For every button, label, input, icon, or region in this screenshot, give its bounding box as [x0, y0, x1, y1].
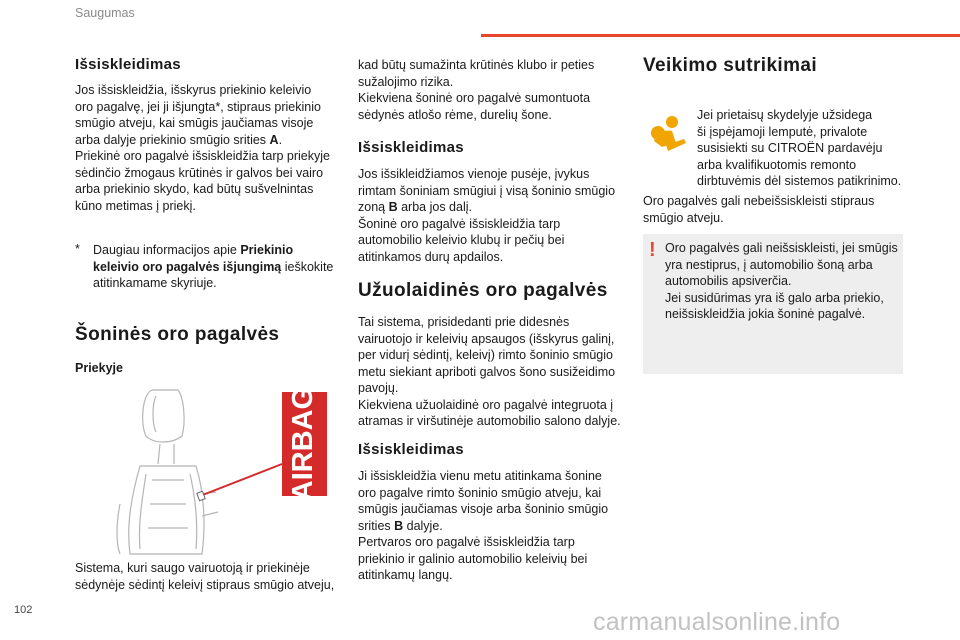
text-run: dalyje. Pertvaros oro pagalvė išsiskleidžia tarp priekinio ir galinio automobilio keleivių bei atitinkamų langų. [358, 518, 588, 582]
side-airbag-intro: Sistema, kuri saugo vairuotoją ir priekinėje sėdynėje sėdintį keleivį stipraus smūgio atveju, [75, 561, 335, 592]
zone-letter-a: A [269, 132, 279, 147]
section-title: Saugumas [75, 6, 135, 20]
text-run: Jos išsiskleidžia, išskyrus priekinio keleivio oro pagalvę, jei ji išjungta*, stipraus priekinio smūgio atveju, kai smūgis jaučiamas visoje arba dalyje priekinio smūgio srities [75, 83, 321, 147]
deployment-heading-front: Išsiskleidimas [75, 56, 181, 73]
curtain-deployment-text [358, 468, 628, 584]
page-number: 102 [14, 604, 33, 616]
text-run: Daugiau informacijos apie [93, 243, 241, 257]
footnote [93, 242, 338, 292]
airbag-label: AIRBAG [287, 386, 320, 502]
deployment-heading-side: Išsiskleidimas [358, 139, 464, 156]
front-label: Priekyje [75, 361, 123, 375]
text-run: Jos išsikleidžiamos vienoje pusėje, įvykus rimtam šoniniam smūgiui į visą šoninio smūgio zoną [358, 167, 616, 214]
warning-note-text: Oro pagalvės gali neišsiskleisti, jei smūgis yra nestiprus, į automobilio šoną arba automobilis apsiverčia. Jei susidūrimas yra iš galo arba priekio, neišsiskleidžia jokia šoninė pagalvė. [665, 241, 898, 321]
watermark: carmanualsonline.info [593, 608, 841, 636]
curtain-airbag-text: Tai sistema, prisidedanti prie didesnės vairuotojo ir keleivių apsaugos (išskyrus galinį, per vidurį sėdintį, keleivį) rimto šoninio smūgio metu siekiant apriboti galvos šono susižeidimo pavojų. Kiekviena užuolaidinė oro pagalvė integruota į atramas ir viršutinėje automobilio salono dalyje. [358, 315, 621, 428]
front-deployment-text [75, 82, 345, 214]
seat-airbag-illustration [112, 384, 327, 556]
text-run: Ji išsiskleidžia vienu metu atitinkama šonine oro pagalve rimto šoninio smūgio atveju, kai smūgis jaučiamas visoje arba šoninio smūgio srities [358, 469, 609, 533]
footnote-link-text: Priekinio keleivio oro pagalvės išjungimą [93, 243, 294, 274]
malfunctions-heading: Veikimo sutrikimai [643, 55, 818, 76]
text-run: arba jos dalį. Šoninė oro pagalvė išsiskleidžia tarp automobilio keleivio klubų ir pečių bei atitinkamos durų apdailos. [358, 200, 565, 264]
zone-letter-b: B [394, 518, 404, 533]
side-deployment-text [358, 166, 628, 265]
warning-light-text: Jei prietaisų skydelyje užsidega ši įspėjamoji lemputė, privalote susisiekti su CITROËN pardavėju arba kvalifikuotomis remonto dirbtuvėmis dėl sistemos patikrinimo. [697, 108, 902, 188]
side-airbag-purpose-text: kad būtų sumažinta krūtinės klubo ir peties sužalojimo rizika. Kiekviena šoninė oro pagalvė sumontuota sėdynės atlošo rėme, durelių šone. [358, 58, 595, 122]
text-run: . Priekinė oro pagalvė išsiskleidžia tarp priekyje sėdinčio žmogaus krūtinės ir galvos bei vairo arba priekinio skydo, kad būtų sušvelnintas kūno metimas į priekį. [75, 132, 330, 213]
footnote-marker: * [75, 242, 80, 256]
side-airbags-heading: Šoninės oro pagalvės [75, 324, 280, 345]
exclamation-icon: ! [649, 239, 656, 261]
malfunction-text: Oro pagalvės gali nebeišsiskleisti stipraus smūgio atveju. [643, 194, 875, 225]
curtain-airbags-heading: Užuolaidinės oro pagalvės [358, 280, 608, 301]
zone-letter-b: B [388, 200, 398, 214]
deployment-heading-curtain: Išsiskleidimas [358, 441, 464, 458]
header-accent-bar [481, 34, 960, 37]
airbag-warning-light-icon [648, 113, 690, 155]
text-run: ieškokite atitinkamame skyriuje. [93, 259, 334, 290]
